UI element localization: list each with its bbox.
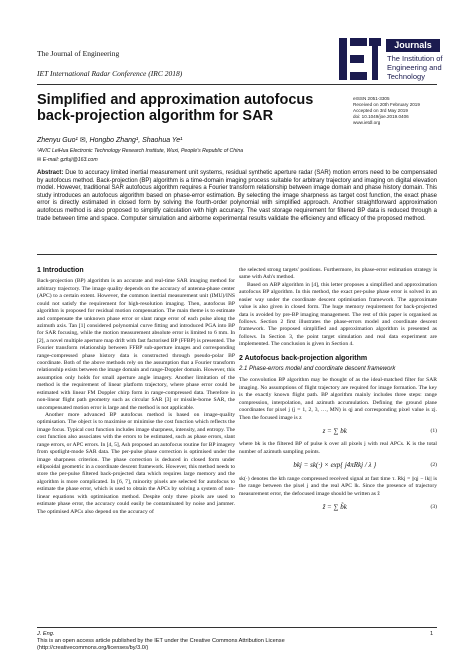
affiliation: ¹AVIC LeiHua Electronic Technology Research Institute, Wuxi, People's Republic of China xyxy=(37,148,244,154)
conference-name: IET International Radar Conference (IRC 2018) xyxy=(37,69,183,78)
paragraph: Another more advanced BP autofocus method is based on image-quality optimisation. The object is to maximise or minimise the cost function which reflects the image focus. Typical cost function includes image sharpness, intensity, and entropy. The cost function also associates with the errors to be estimated, such as phase errors, slant range errors, or APC errors. In [4, 5], Ash proposed an autofocus routine for BP imagery from spotlight-mode SAR data. The per-pulse phase correction is optimised under the image sharpness criterion. The phase correction is deduced in closed form under ellipsoidal geometric in a coordinate descent framework. However, this method needs to store the per-pulse filtered back-projected data which requires large memory and the algorithm is more complicated. In [6, 7], minority pixels are selected for autofocus to estimate the phase error, which is used to obtain the APCs by solving a system of non-linear equations with optimisation method. Despite only three pixels are used to estimate phase error, the accuracy could easily be contaminated by noise and jammer. The optimised APCs also depend on the accuracy of xyxy=(37,412,235,515)
iet-logo xyxy=(339,38,443,81)
paper-title: Simplified and approximation autofocus back-projection algorithm for SAR xyxy=(37,92,314,124)
subsection-heading: 2.1 Phase-errors model and coordinate descent framework xyxy=(239,366,396,373)
paragraph: the selected strong targets' positions. Furthermore, its phase-error estimation strategy is same with Ash's method. xyxy=(239,267,437,281)
equation-expression: bkj = sk(·) × exp{ j4πRkj / λ } xyxy=(293,461,377,470)
equation-number: (3) xyxy=(430,503,437,510)
section-heading-algorithm: 2 Autofocus back-projection algorithm xyxy=(239,354,368,362)
iet-logo-mark-icon xyxy=(339,38,381,80)
eissn: eISSN 2051-3305 xyxy=(353,96,390,101)
abstract-label: Abstract: xyxy=(37,170,64,176)
iet-name-line2: Engineering and Technology xyxy=(387,63,442,81)
equation-expression: z = ∑ bk xyxy=(322,427,347,436)
accepted-date: Accepted on 3rd May 2019 xyxy=(353,108,408,113)
license-url[interactable]: (http://creativecommons.org/licenses/by/3.0/) xyxy=(37,645,149,651)
iet-name xyxy=(387,54,443,81)
paragraph: where bk is the filtered BP of pulse k over all pixels j with real APCs. K is the total number of azimuth sampling points. xyxy=(239,441,437,455)
equation-number: (1) xyxy=(430,428,437,435)
abstract-text: Due to accuracy limited inertial measurement unit systems, residual synthetic aperture radar (SAR) motion errors need to be compensated by autofocus method. Back-projection (BP) algorithm is a time-domain imaging process suitable for arbitrary trajectory and imaging on digital elevation model. However, traditional SAR autofocus algorithm requires a Fourier transform relationship between image domain and phase history domain. This study introduces an autofocus algorithm based on phase-error estimation. By selecting the image sharpness as target cost function, the exact phase error is directly estimated in closed form by solving the fourth-order polynomial with simplified approach. Another straightforward approximation autofocus method is also proposed to simplify calculation with high accuracy. The vast storage requirement for filtered BP data is reduced through a trade between time and space. Computer simulation and airborne experimental results validate the efficiency and efficacy of the proposed method. xyxy=(37,170,437,222)
footer xyxy=(37,631,285,652)
equation-1 xyxy=(239,428,437,435)
paragraph: Back-projection (BP) algorithm is an accurate and real-time SAR imaging method for arbitrary trajectory. The image quality depends on the accuracy of antenna-phase center (APC) to a certain extent. However, the common inertial measurement unit (IMU)/INS could not satisfy the requirement for high-resolution imaging. Then, autofocus BP algorithm is proposed for residual motion compensation. The main theme is to estimate and compensate the unknown phase error or slant range error of each pulse along the azimuth axis. Tan [1] considered polynomial curve fitting and introduced PGA into BP for SAR focusing, while the motion measurement absolute error is limited to 6 mm. In [2], a novel multiple aperture map drift with fast factorised BP (FFBP) is presented. The Fourier transform relationship between FFBP sub-aperture images and corresponding range-compressed phase history data is constructed through pseudo-polar BP coordinate. Both of the above methods rely on the assumption that a Fourier transform relationship exists between the image domain and range-Doppler domain. However, this assumption only holds for small aperture angle imagery. Another limitation of the method is the requirement of linear platform trajectory, where phase error could be estimated with linear FM Doppler chirp form in range-compressed data. Therefore in non-linear flight path geometry such as circular SAR [3] or missile-borne SAR, the uncompensated motion error is large and the method is not applicable. xyxy=(37,278,235,411)
equation-number: (2) xyxy=(430,462,437,469)
abstract-rule xyxy=(37,254,437,255)
section-heading-introduction: 1 Introduction xyxy=(37,267,84,274)
paragraph: The convolution BP algorithm may be thought of as the ideal-matched filter for SAR imaging. No assumptions of flight trajectory are required for image formation. The key is the exactly known flight path. BP algorithm mainly includes three steps: range compression, interpolation, and azimuth accumulation. Defining the ground plane coordinates for pixel j (j = 1, 2, 3, …, MN) is qj and corresponding pixel value is zj. Then the focused image is z xyxy=(239,377,437,421)
abstract xyxy=(37,170,437,223)
license-text: This is an open access article published by the IET under the Creative Commons Attribution License xyxy=(37,638,285,644)
equation-2 xyxy=(239,462,437,469)
header-rule xyxy=(37,84,437,85)
iet-name-line1: The Institution of xyxy=(387,54,443,63)
doi[interactable]: doi: 10.1049/joe.2019.0406 xyxy=(353,114,409,119)
journal-short: J. Eng. xyxy=(37,631,55,637)
left-column xyxy=(37,267,235,516)
page-number: 1 xyxy=(430,631,434,637)
received-date: Received on 20th February 2019 xyxy=(353,102,420,107)
journal-name: The Journal of Engineering xyxy=(37,49,120,58)
footer-rule xyxy=(37,627,437,628)
website-link[interactable]: www.ietdl.org xyxy=(353,120,381,125)
equation-expression: z̃ = ∑ b̃k xyxy=(322,502,347,511)
right-column xyxy=(239,267,437,517)
author-list: Zhenyu Guo¹ ✉, Hongbo Zhang¹, Shaohua Ye¹ xyxy=(37,137,183,144)
corresponding-email[interactable]: ✉ E-mail: gzfuji@163.com xyxy=(37,157,98,163)
equation-3 xyxy=(239,504,437,511)
paragraph: sk(·) denotes the kth range compressed received signal at fast time τ. Rkj = ||qj − lk|| is the range between the pixel j and the real APC lk. Since the presence of trajectory measurement error, the defocused image should be written as z̃ xyxy=(239,475,437,497)
publication-meta xyxy=(353,96,453,126)
paragraph: Based on ABP algorithm in [4], this letter proposes a simplified and approximation autofocus BP algorithm. In this method, the exact per-pulse phase error is solved in an easier way under the coordinate descent optimisation framework. The approximate value is also given in closed form. The huge memory requirement for back-projected data is avoided by pre-BP imaging management. The rest of this paper is organised as follows. Section 2 first illustrates the phase-errors model and coordinate descent framework. The proposed simplified and approximation algorithm is presented as follows. In Section 3, the point target simulation and real data experiment are implemented. The conclusion is given in Section 4. xyxy=(239,281,437,348)
journals-tag: Journals xyxy=(386,39,440,52)
